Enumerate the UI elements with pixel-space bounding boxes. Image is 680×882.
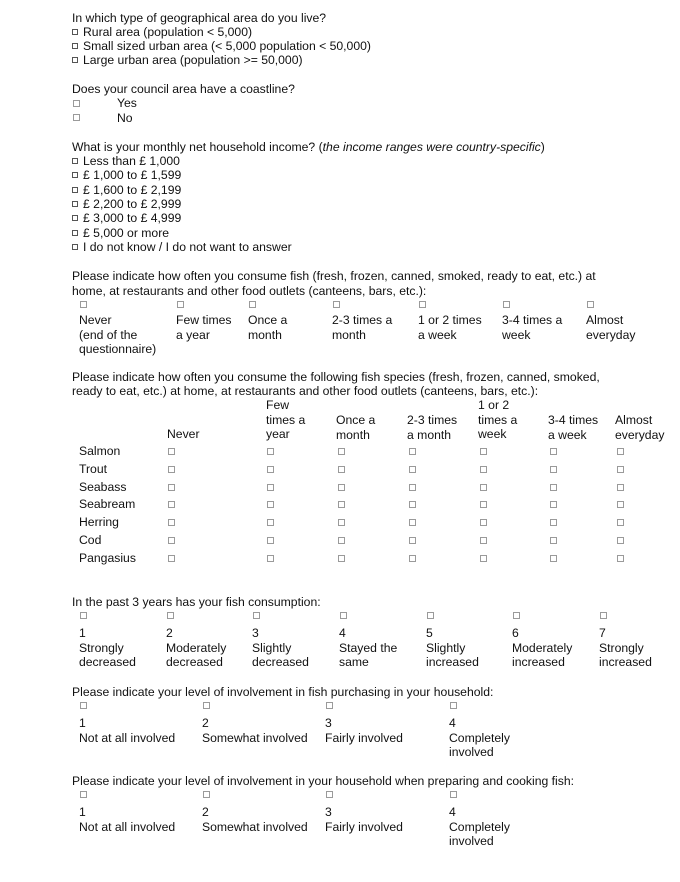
change-option-label: 6 Moderately increased [512,626,573,669]
species-checkbox[interactable] [617,484,624,491]
question-change: In the past 3 years has your fish consumption: [72,595,321,609]
species-checkbox[interactable] [168,501,175,508]
species-checkbox[interactable] [168,519,175,526]
species-checkbox[interactable] [409,484,416,491]
option-label: Rural area (population < 5,000) [83,25,253,39]
option-label: I do not know / I do not want to answer [83,240,292,254]
cooking-option-label: 2 Somewhat involved [202,805,308,834]
question-income-end: ) [540,140,545,154]
species-checkbox[interactable] [480,555,487,562]
freq-option-label: 1 or 2 times a week [418,313,482,342]
species-checkbox[interactable] [617,501,624,508]
purchase-option-label: 4 Completely involved [449,716,510,759]
species-checkbox[interactable] [267,537,274,544]
question-frequency-line2: home, at restaurants and other food outlets (canteens, bars, etc.): [72,284,427,298]
species-col-header: Once a month [336,413,376,442]
species-col-header: 3-4 times a week [548,413,599,442]
question-species-line2: ready to eat, etc.) at home, at restaurants and other food outlets (canteens, bars, etc.): [72,384,539,398]
question-income [72,140,545,154]
option-label: Small sized urban area (< 5,000 population < 50,000) [83,39,371,53]
freq-checkbox[interactable] [80,301,87,308]
species-checkbox[interactable] [550,448,557,455]
area-option-large-urban[interactable] [72,53,303,67]
question-cooking: Please indicate your level of involvement in your household when preparing and cooking fish: [72,774,575,788]
change-option-label: 5 Slightly increased [426,626,479,669]
freq-checkbox[interactable] [333,301,340,308]
species-checkbox[interactable] [480,519,487,526]
option-label: Less than £ 1,000 [83,154,180,168]
change-option-label: 7 Strongly increased [599,626,652,669]
species-checkbox[interactable] [168,466,175,473]
cooking-checkbox[interactable] [203,791,210,798]
species-checkbox[interactable] [550,484,557,491]
cooking-checkbox[interactable] [450,791,457,798]
question-frequency-line1: Please indicate how often you consume fish (fresh, frozen, canned, smoked, ready to eat, etc.) at [72,269,596,283]
species-checkbox[interactable] [550,501,557,508]
question-income-note: the income ranges were country-specific [322,140,541,154]
species-checkbox[interactable] [617,519,624,526]
species-checkbox[interactable] [409,466,416,473]
purchase-option-label: 2 Somewhat involved [202,716,308,745]
species-col-header: Few times a year [266,398,306,441]
species-checkbox[interactable] [550,519,557,526]
species-row-label: Trout [79,461,107,476]
option-label: £ 1,600 to £ 2,199 [83,183,182,197]
species-checkbox[interactable] [409,555,416,562]
species-row-label: Herring [79,515,119,530]
change-option-label: 1 Strongly decreased [79,626,136,669]
income-option[interactable] [72,240,292,254]
species-checkbox[interactable] [480,537,487,544]
coast-yes-label: Yes [117,96,137,110]
purchase-option-label: 3 Fairly involved [325,716,403,745]
checkbox[interactable] [72,29,78,35]
question-species-line1: Please indicate how often you consume the following fish species (fresh, frozen, canned, smoked, [72,370,600,384]
question-income-text: What is your monthly net household income? ( [72,140,323,154]
purchase-option-label: 1 Not at all involved [79,716,176,745]
checkbox[interactable] [72,187,78,193]
freq-option-label: 3-4 times a week [502,313,563,342]
area-option-small-urban[interactable] [72,39,371,53]
change-checkbox[interactable] [80,612,87,619]
income-option[interactable] [72,211,181,225]
species-col-header: Never [167,427,200,441]
species-checkbox[interactable] [409,448,416,455]
purchase-checkbox[interactable] [80,702,87,709]
freq-option-label: Few times a year [176,313,232,342]
income-option[interactable] [72,226,169,240]
income-option[interactable] [72,168,181,182]
coast-yes-checkbox[interactable] [73,100,80,107]
option-label: £ 5,000 or more [83,226,170,240]
purchase-checkbox[interactable] [203,702,210,709]
cooking-option-label: 3 Fairly involved [325,805,403,834]
species-checkbox[interactable] [267,555,274,562]
option-label: £ 3,000 to £ 4,999 [83,211,182,225]
species-checkbox[interactable] [480,448,487,455]
checkbox[interactable] [72,230,78,236]
species-checkbox[interactable] [168,555,175,562]
species-checkbox[interactable] [338,501,345,508]
freq-option-label: Never (end of the questionnaire) [79,313,157,356]
cooking-checkbox[interactable] [326,791,333,798]
freq-checkbox[interactable] [177,301,184,308]
change-checkbox[interactable] [253,612,260,619]
species-checkbox[interactable] [409,519,416,526]
species-checkbox[interactable] [267,448,274,455]
species-checkbox[interactable] [480,466,487,473]
species-checkbox[interactable] [409,501,416,508]
species-checkbox[interactable] [338,448,345,455]
species-checkbox[interactable] [617,448,624,455]
species-checkbox[interactable] [480,484,487,491]
species-checkbox[interactable] [338,537,345,544]
change-option-label: 2 Moderately decreased [166,626,227,669]
coast-no-checkbox[interactable] [73,114,80,121]
species-checkbox[interactable] [617,537,624,544]
species-checkbox[interactable] [480,501,487,508]
species-checkbox[interactable] [550,537,557,544]
species-checkbox[interactable] [168,537,175,544]
freq-checkbox[interactable] [419,301,426,308]
species-checkbox[interactable] [168,484,175,491]
species-row-label: Seabass [79,479,127,494]
change-checkbox[interactable] [340,612,347,619]
species-row-label: Pangasius [79,550,136,565]
change-checkbox[interactable] [513,612,520,619]
species-checkbox[interactable] [267,466,274,473]
coast-no-label: No [117,111,133,125]
question-purchase: Please indicate your level of involvement in fish purchasing in your household: [72,685,494,699]
income-option[interactable] [72,154,180,168]
freq-checkbox[interactable] [249,301,256,308]
change-checkbox[interactable] [167,612,174,619]
checkbox[interactable] [72,172,78,178]
checkbox[interactable] [72,215,78,221]
freq-checkbox[interactable] [587,301,594,308]
cooking-option-label: 1 Not at all involved [79,805,176,834]
question-coastline: Does your council area have a coastline? [72,82,295,96]
freq-option-label: Once a month [248,313,288,342]
change-option-label: 4 Stayed the same [339,626,398,669]
species-checkbox[interactable] [338,484,345,491]
species-checkbox[interactable] [267,501,274,508]
species-checkbox[interactable] [338,519,345,526]
freq-checkbox[interactable] [503,301,510,308]
species-row-label: Seabream [79,497,136,512]
species-col-header: Almost everyday [615,413,665,442]
species-checkbox[interactable] [267,484,274,491]
option-label: £ 2,200 to £ 2,999 [83,197,182,211]
species-checkbox[interactable] [550,466,557,473]
freq-option-label: Almost everyday [586,313,636,342]
cooking-checkbox[interactable] [80,791,87,798]
checkbox[interactable] [72,43,78,49]
checkbox[interactable] [72,201,78,207]
species-checkbox[interactable] [617,555,624,562]
change-option-label: 3 Slightly decreased [252,626,309,669]
freq-option-label: 2-3 times a month [332,313,393,342]
question-area: In which type of geographical area do you live? [72,11,327,25]
purchase-checkbox[interactable] [326,702,333,709]
checkbox[interactable] [72,244,78,250]
option-label: £ 1,000 to £ 1,599 [83,168,182,182]
cooking-option-label: 4 Completely involved [449,805,510,848]
species-row-label: Salmon [79,444,121,458]
species-row-label: Cod [79,533,102,547]
purchase-checkbox[interactable] [450,702,457,709]
option-label: Large urban area (population >= 50,000) [83,53,303,67]
species-checkbox[interactable] [338,555,345,562]
income-option[interactable] [72,183,181,197]
species-checkbox[interactable] [267,519,274,526]
species-checkbox[interactable] [617,466,624,473]
income-option[interactable] [72,197,181,211]
checkbox[interactable] [72,57,78,63]
change-checkbox[interactable] [427,612,434,619]
species-checkbox[interactable] [409,537,416,544]
species-checkbox[interactable] [550,555,557,562]
area-option-rural[interactable] [72,25,252,39]
species-col-header: 1 or 2 times a week [478,398,518,441]
change-checkbox[interactable] [600,612,607,619]
species-checkbox[interactable] [168,448,175,455]
species-col-header: 2-3 times a month [407,413,458,442]
checkbox[interactable] [72,158,78,164]
species-checkbox[interactable] [338,466,345,473]
